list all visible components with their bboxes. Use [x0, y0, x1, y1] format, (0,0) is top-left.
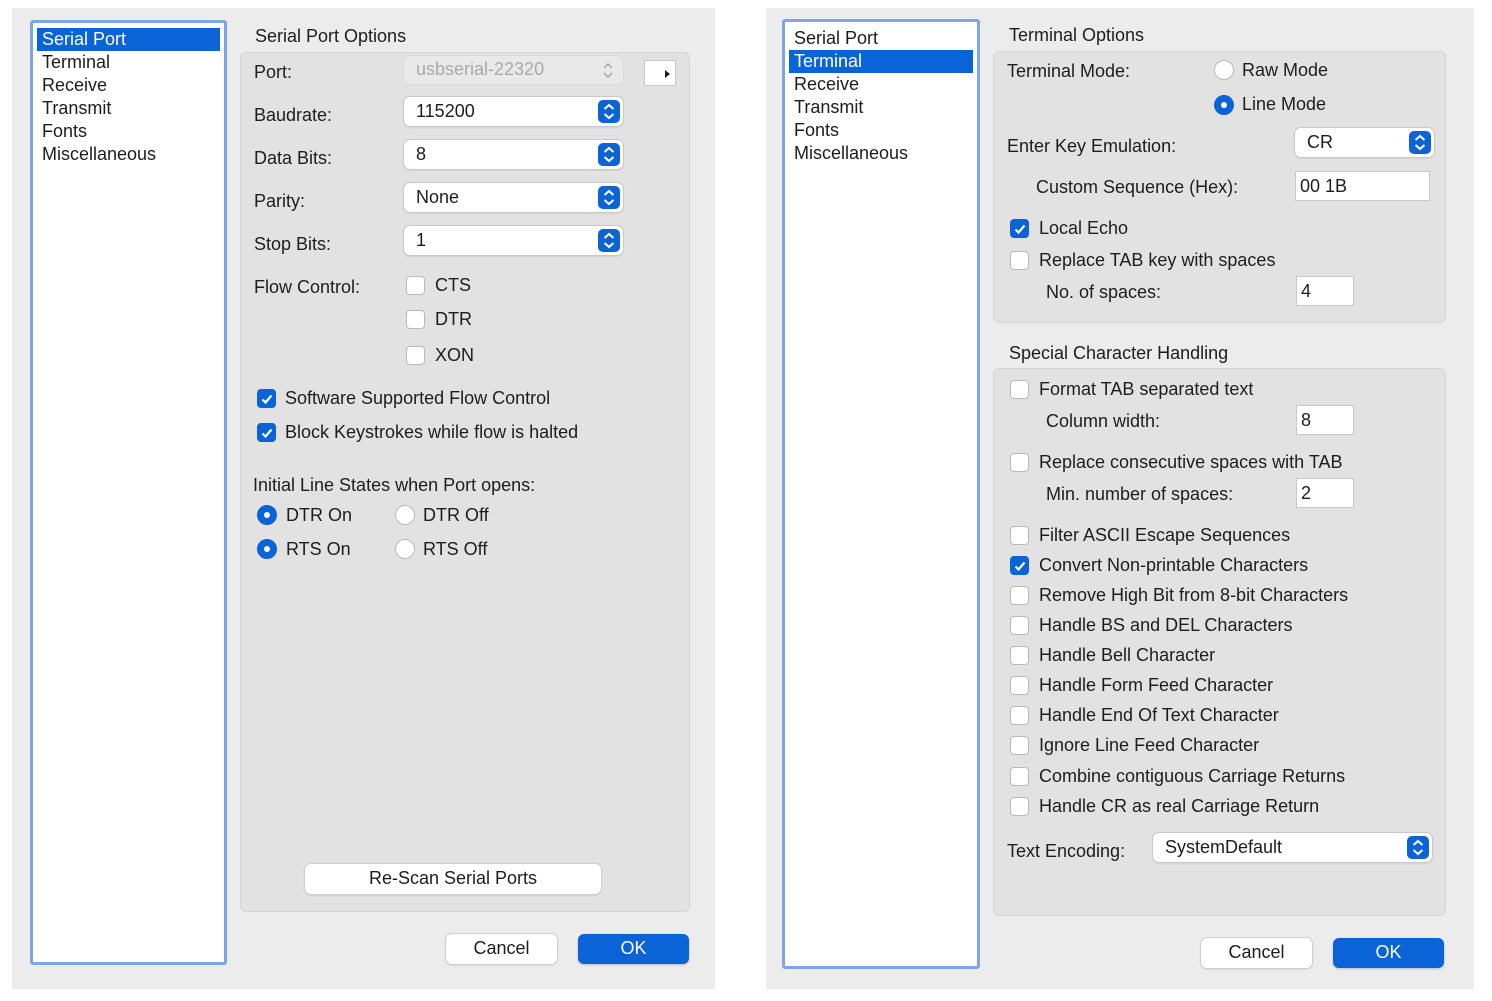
line-mode-radio[interactable] [1214, 95, 1234, 115]
sidebar-item-transmit[interactable]: Transmit [42, 98, 112, 118]
dtr-on-radio[interactable] [257, 505, 277, 525]
option-label: Handle Bell Character [1039, 645, 1216, 665]
min-spaces-label: Min. number of spaces: [1046, 484, 1234, 504]
preferences-sidebar [782, 19, 980, 969]
option-label: Handle BS and DEL Characters [1039, 615, 1293, 635]
baudrate-value: 115200 [416, 101, 475, 121]
sidebar-item-fonts[interactable]: Fonts [794, 120, 840, 140]
line-mode-label: Line Mode [1242, 94, 1327, 114]
rts-on-radio[interactable] [257, 539, 277, 559]
section-title: Terminal Options [1009, 25, 1145, 45]
rts-off-radio[interactable] [395, 539, 415, 559]
sidebar-item-serial-port[interactable]: Serial Port [37, 28, 220, 51]
checkmark-icon [260, 392, 274, 406]
databits-label: Data Bits: [254, 148, 333, 168]
stopbits-select[interactable] [404, 226, 623, 255]
dtr-on-label: DTR On [286, 505, 353, 525]
dtr-off-radio[interactable] [395, 505, 415, 525]
option-label: Handle CR as real Carriage Return [1039, 796, 1320, 816]
baudrate-label: Baudrate: [254, 105, 333, 125]
handle-cr-checkbox[interactable] [1010, 797, 1029, 816]
handle-end-of-text-checkbox[interactable] [1010, 706, 1029, 725]
sidebar-item-terminal[interactable]: Terminal [42, 52, 111, 72]
flow-control-label: Flow Control: [254, 277, 361, 297]
option-label: Convert Non-printable Characters [1039, 555, 1309, 575]
port-menu-button[interactable] [644, 60, 676, 86]
updown-chevron-icon [598, 143, 620, 166]
section-title: Serial Port Options [255, 26, 407, 46]
baudrate-select[interactable] [404, 97, 623, 126]
ok-button[interactable]: OK [578, 934, 689, 964]
no-of-spaces-label: No. of spaces: [1046, 282, 1162, 302]
column-width-field[interactable]: 8 [1296, 405, 1354, 435]
dtr-off-label: DTR Off [423, 505, 489, 525]
xon-label: XON [435, 345, 475, 365]
sidebar-item-miscellaneous[interactable]: Miscellaneous [794, 143, 909, 163]
text-encoding-select[interactable] [1153, 833, 1432, 862]
enter-key-value: CR [1307, 132, 1333, 152]
parity-select[interactable] [404, 183, 623, 212]
remove-high-bit-checkbox[interactable] [1010, 586, 1029, 605]
option-label: Handle End Of Text Character [1039, 705, 1279, 725]
rts-on-label: RTS On [286, 539, 351, 559]
block-keystrokes-checkbox[interactable] [257, 423, 276, 442]
custom-sequence-label: Custom Sequence (Hex): [1036, 177, 1239, 197]
option-label: Ignore Line Feed Character [1039, 735, 1260, 755]
checkmark-icon [1013, 559, 1027, 573]
software-flow-checkbox[interactable] [257, 389, 276, 408]
dtr-label: DTR [435, 309, 472, 329]
enter-key-select[interactable] [1295, 128, 1434, 157]
port-value: usbserial-22320 [416, 59, 545, 79]
column-width-label: Column width: [1046, 411, 1161, 431]
cts-label: CTS [435, 275, 471, 295]
enter-key-label: Enter Key Emulation: [1007, 136, 1177, 156]
parity-label: Parity: [254, 191, 306, 211]
no-of-spaces-field[interactable]: 4 [1296, 276, 1354, 306]
rts-off-label: RTS Off [423, 539, 488, 559]
sidebar-item-fonts[interactable]: Fonts [42, 121, 88, 141]
stopbits-label: Stop Bits: [254, 234, 332, 254]
stopbits-value: 1 [416, 230, 427, 250]
block-keystrokes-label: Block Keystrokes while flow is halted [285, 422, 579, 442]
sidebar-item-terminal[interactable]: Terminal [789, 50, 973, 73]
local-echo-checkbox[interactable] [1010, 219, 1029, 238]
sidebar-item-receive[interactable]: Receive [42, 75, 108, 95]
option-label: Filter ASCII Escape Sequences [1039, 525, 1291, 545]
combine-carriage-returns-checkbox[interactable] [1010, 767, 1029, 786]
custom-sequence-field[interactable]: 00 1B [1295, 171, 1430, 201]
ignore-line-feed-checkbox[interactable] [1010, 736, 1029, 755]
handle-form-feed-checkbox[interactable] [1010, 676, 1029, 695]
convert-nonprintable-checkbox[interactable] [1010, 556, 1029, 575]
raw-mode-radio[interactable] [1214, 60, 1234, 80]
updown-chevron-icon [598, 100, 620, 123]
updown-chevron-icon [601, 60, 615, 81]
sidebar-item-receive[interactable]: Receive [794, 74, 860, 94]
checkmark-icon [1013, 222, 1027, 236]
cts-checkbox[interactable] [406, 276, 425, 295]
option-label: Handle Form Feed Character [1039, 675, 1274, 695]
option-label: Combine contiguous Carriage Returns [1039, 766, 1346, 786]
sidebar-item-transmit[interactable]: Transmit [794, 97, 864, 117]
replace-tab-checkbox[interactable] [1010, 251, 1029, 270]
software-flow-label: Software Supported Flow Control [285, 388, 551, 408]
text-encoding-label: Text Encoding: [1007, 841, 1126, 861]
checkmark-icon [260, 426, 274, 440]
format-tab-label: Format TAB separated text [1039, 379, 1254, 399]
updown-chevron-icon [1409, 131, 1431, 154]
xon-checkbox[interactable] [406, 346, 425, 365]
port-select[interactable] [404, 56, 623, 84]
initial-line-states-label: Initial Line States when Port opens: [253, 475, 536, 495]
port-label: Port: [254, 62, 293, 82]
sidebar-item-serial-port[interactable]: Serial Port [794, 28, 879, 48]
text-encoding-value: SystemDefault [1165, 837, 1283, 857]
rescan-serial-ports-button[interactable]: Re-Scan Serial Ports [305, 864, 601, 894]
raw-mode-label: Raw Mode [1242, 60, 1329, 80]
replace-consecutive-label: Replace consecutive spaces with TAB [1039, 452, 1343, 472]
replace-consecutive-checkbox[interactable] [1010, 453, 1029, 472]
cancel-button[interactable]: Cancel [446, 934, 557, 964]
serial-port-dialog [12, 8, 715, 989]
min-spaces-field[interactable]: 2 [1296, 478, 1354, 508]
replace-tab-label: Replace TAB key with spaces [1039, 250, 1276, 270]
terminal-mode-label: Terminal Mode: [1007, 61, 1131, 81]
parity-value: None [416, 187, 460, 207]
ok-button[interactable]: OK [1333, 938, 1444, 968]
databits-select[interactable] [404, 140, 623, 169]
handle-bs-del-checkbox[interactable] [1010, 616, 1029, 635]
updown-chevron-icon [598, 186, 620, 209]
filter-ascii-checkbox[interactable] [1010, 526, 1029, 545]
databits-value: 8 [416, 144, 427, 164]
dtr-checkbox[interactable] [406, 310, 425, 329]
terminal-dialog [766, 8, 1474, 989]
local-echo-label: Local Echo [1039, 218, 1129, 238]
updown-chevron-icon [598, 229, 620, 252]
updown-chevron-icon [1407, 836, 1429, 859]
format-tab-checkbox[interactable] [1010, 380, 1029, 399]
triangle-right-icon [645, 61, 677, 87]
cancel-button[interactable]: Cancel [1201, 938, 1312, 968]
handle-bell-checkbox[interactable] [1010, 646, 1029, 665]
sidebar-item-miscellaneous[interactable]: Miscellaneous [42, 144, 157, 164]
special-section-title: Special Character Handling [1009, 343, 1229, 363]
option-label: Remove High Bit from 8-bit Characters [1039, 585, 1349, 605]
preferences-sidebar [30, 20, 227, 965]
